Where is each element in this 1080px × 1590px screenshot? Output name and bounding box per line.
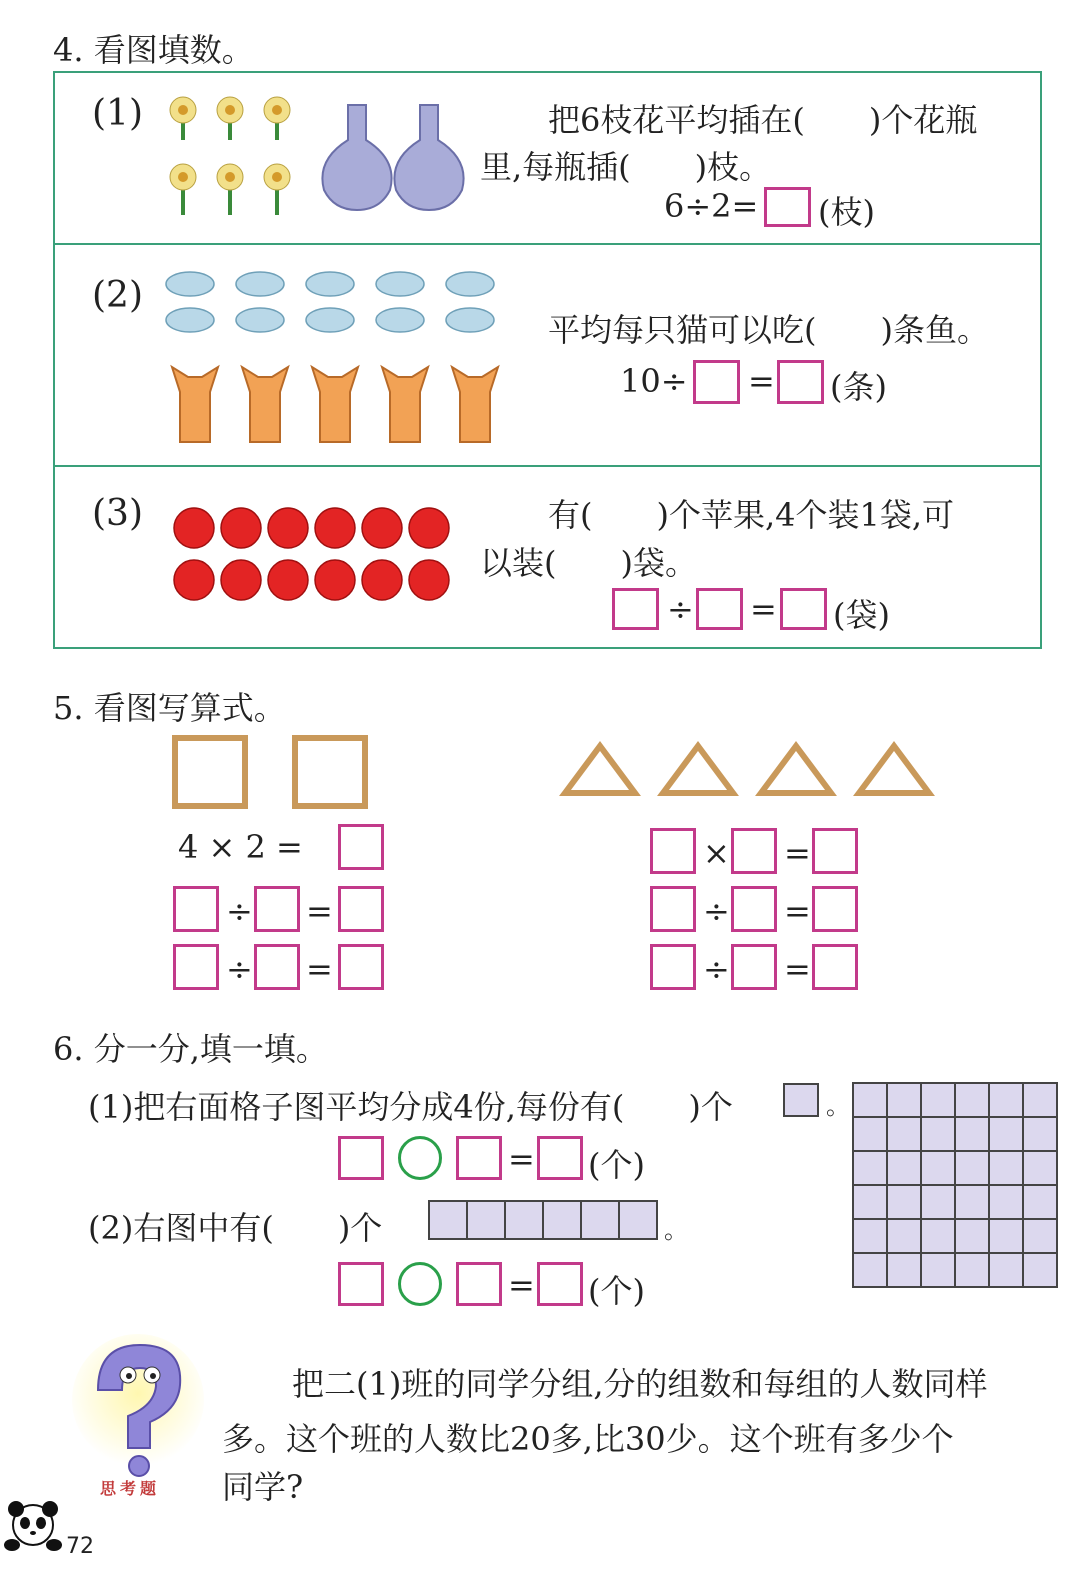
part-label: (3) xyxy=(92,493,143,534)
answer-box[interactable] xyxy=(338,1262,384,1306)
q5-left-eq1: 4 × 2 = xyxy=(178,828,303,866)
answer-box[interactable] xyxy=(254,944,300,990)
q4-p1-line2: 里,每瓶插( )枝。 xyxy=(480,148,772,186)
equals-sign: = xyxy=(306,892,333,930)
operator-circle[interactable] xyxy=(398,1136,442,1180)
answer-box[interactable] xyxy=(338,824,384,870)
q4-p3-line1: 有( )个苹果,4个装1袋,可 xyxy=(548,496,955,534)
flowers-vases-illustration xyxy=(158,85,478,230)
equals-sign: = xyxy=(508,1140,535,1178)
divide-sign: ÷ xyxy=(703,950,730,988)
answer-box[interactable] xyxy=(780,588,827,630)
q6-p1-text: (1)把右面格子图平均分成4份,每份有( )个 xyxy=(88,1088,733,1126)
answer-box[interactable] xyxy=(650,944,696,990)
answer-box[interactable] xyxy=(456,1136,502,1180)
part-label: (1) xyxy=(92,93,143,134)
unit-label: (条) xyxy=(830,368,887,406)
unit-label: (个) xyxy=(588,1146,645,1184)
period: 。 xyxy=(664,1216,688,1244)
answer-box[interactable] xyxy=(254,886,300,932)
flower-icon xyxy=(170,97,290,215)
rectangle-strip xyxy=(428,1200,658,1240)
answer-box[interactable] xyxy=(173,886,219,932)
answer-box[interactable] xyxy=(812,886,858,932)
equals-sign: = xyxy=(784,892,811,930)
q6-p2-text: (2)右图中有( )个 xyxy=(88,1209,383,1247)
answer-box[interactable] xyxy=(764,187,811,227)
vase-icon xyxy=(322,105,463,210)
square-grid xyxy=(852,1082,1058,1288)
equals-sign: = xyxy=(306,950,333,988)
divide-sign: ÷ xyxy=(703,892,730,930)
unit-label: (枝) xyxy=(818,193,875,231)
matchstick-squares xyxy=(165,730,385,810)
matchstick-triangles xyxy=(555,738,945,800)
think-line3: 同学? xyxy=(222,1468,304,1506)
answer-box[interactable] xyxy=(338,944,384,990)
period: 。 xyxy=(826,1092,850,1120)
answer-box[interactable] xyxy=(537,1136,583,1180)
operator-circle[interactable] xyxy=(398,1262,442,1306)
answer-box[interactable] xyxy=(812,944,858,990)
unit-label: (个) xyxy=(588,1272,645,1310)
answer-box[interactable] xyxy=(338,1136,384,1180)
equals-sign: = xyxy=(508,1266,535,1304)
answer-box[interactable] xyxy=(650,828,696,874)
answer-box[interactable] xyxy=(456,1262,502,1306)
fish-icon xyxy=(166,272,494,332)
think-line1: 把二(1)班的同学分组,分的组数和每组的人数同样 xyxy=(292,1365,988,1403)
page-number: 72 xyxy=(66,1534,94,1559)
answer-box[interactable] xyxy=(696,588,743,630)
divider xyxy=(53,465,1042,467)
answer-box[interactable] xyxy=(731,828,777,874)
q4-p2-line1: 平均每只猫可以吃( )条鱼。 xyxy=(548,311,989,349)
think-badge: 思考题 xyxy=(100,1479,161,1498)
q5-title: 5. 看图写算式。 xyxy=(53,689,286,727)
think-line2: 多。这个班的人数比20多,比30少。这个班有多少个 xyxy=(222,1420,954,1458)
equals-sign: = xyxy=(784,834,811,872)
answer-box[interactable] xyxy=(693,360,740,404)
times-sign: × xyxy=(703,834,730,872)
unit-label: (袋) xyxy=(833,596,890,634)
answer-box[interactable] xyxy=(612,588,659,630)
q4-p1-line1: 把6枝花平均插在( )个花瓶 xyxy=(548,101,978,139)
grid-square-icon xyxy=(783,1083,819,1117)
answer-box[interactable] xyxy=(731,886,777,932)
equals-sign: = xyxy=(750,590,777,628)
answer-box[interactable] xyxy=(731,944,777,990)
cat-icon xyxy=(172,367,498,442)
equals-sign: = xyxy=(748,362,775,400)
equals-sign: = xyxy=(784,950,811,988)
divide-sign: ÷ xyxy=(226,892,253,930)
fish-cats-illustration xyxy=(160,262,520,452)
q4-title: 4. 看图填数。 xyxy=(53,31,254,69)
panda-icon xyxy=(2,1495,64,1557)
divide-sign: ÷ xyxy=(667,590,694,628)
q6-title: 6. 分一分,填一填。 xyxy=(53,1030,328,1068)
divider xyxy=(53,243,1042,245)
q4-p2-equation-prefix: 10÷ xyxy=(620,362,688,400)
answer-box[interactable] xyxy=(777,360,824,404)
answer-box[interactable] xyxy=(650,886,696,932)
answer-box[interactable] xyxy=(338,886,384,932)
answer-box[interactable] xyxy=(537,1262,583,1306)
q4-p3-line2: 以装( )袋。 xyxy=(480,544,697,582)
answer-box[interactable] xyxy=(812,828,858,874)
apple-icon xyxy=(174,508,449,600)
divide-sign: ÷ xyxy=(226,950,253,988)
q4-p1-equation: 6÷2= xyxy=(664,187,759,225)
part-label: (2) xyxy=(92,275,143,316)
apples-illustration xyxy=(170,500,460,608)
answer-box[interactable] xyxy=(173,944,219,990)
